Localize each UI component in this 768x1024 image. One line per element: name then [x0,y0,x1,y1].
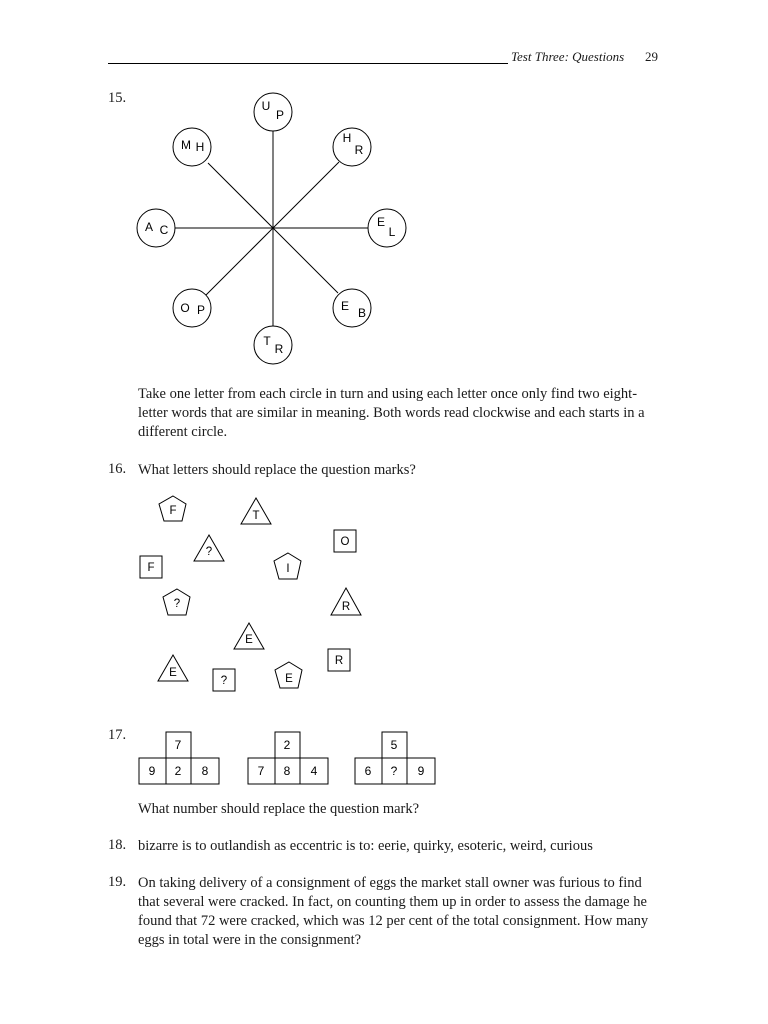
grid-number: 7 [174,738,182,752]
circle-letter: L [388,225,396,239]
circle-letter: O [180,301,190,315]
circle-letter: R [354,143,364,157]
grid-number: 6 [364,764,372,778]
circle-letter: A [144,220,154,234]
shape-letter: ? [173,598,181,610]
shape-letter: F [147,562,155,574]
grid-number: 9 [417,764,425,778]
question-16-text: What letters should replace the question marks? [138,462,416,478]
circle-letter: C [159,223,169,237]
grid-number: ? [390,764,398,778]
shape-letter: E [169,667,177,679]
grid-number: 5 [390,738,398,752]
circle-letter: R [274,342,284,356]
circle-letter: T [263,334,271,348]
question-18-text: bizarre is to outlandish as eccentric is to: eerie, quirky, esoteric, weird, curious [138,838,593,854]
shape-letter: ? [205,546,213,558]
question-15-text: Take one letter from each circle in turn and using each letter once only find two eight-letter words that are similar in meaning. Both words read clockwise and each starts in a different circle. [138,386,645,440]
grid-number: 7 [257,764,265,778]
question-16-number: 16. [108,461,127,477]
circle-letter: E [340,299,350,313]
shape-letter: I [286,563,290,575]
grid-number: 2 [174,764,182,778]
shape-letter: O [340,536,350,548]
grid-number: 2 [283,738,291,752]
shape-letter: E [285,673,293,685]
question-17-text: What number should replace the question mark? [138,801,420,817]
grid-number: 8 [201,764,209,778]
shape-letter: R [341,601,351,613]
circle-letter: E [376,215,386,229]
shape-letter: F [169,505,177,517]
shape-letter: R [334,655,344,667]
page-number: 29 [645,49,658,64]
grid-number: 9 [148,764,156,778]
circle-letter: H [195,140,205,154]
circle-letter: U [261,99,271,113]
question-19-text: On taking delivery of a consignment of eggs the market stall owner was furious to find that several were cracked. In fact, on counting them up in order to assess the damage he found that 72 were cracked, which was 12 per cent of the total consignment. How many eggs in total were in the consignment? [138,875,649,948]
circle-letter: B [357,306,367,320]
grid-number: 4 [310,764,318,778]
circle-letter: M [181,138,191,152]
circle-letter: H [342,131,352,145]
grid-number: 8 [283,764,291,778]
circle-letter: P [196,303,206,317]
question-18-number: 18. [108,837,127,853]
shape-letter: E [245,634,253,646]
circle-letter: P [275,108,285,122]
question-15-number: 15. [108,90,127,106]
shape-letter: T [252,510,260,522]
shape-letter: ? [220,675,228,687]
question-17-number: 17. [108,727,127,743]
question-19-number: 19. [108,874,127,890]
running-header-title: Test Three: Questions [511,49,625,64]
